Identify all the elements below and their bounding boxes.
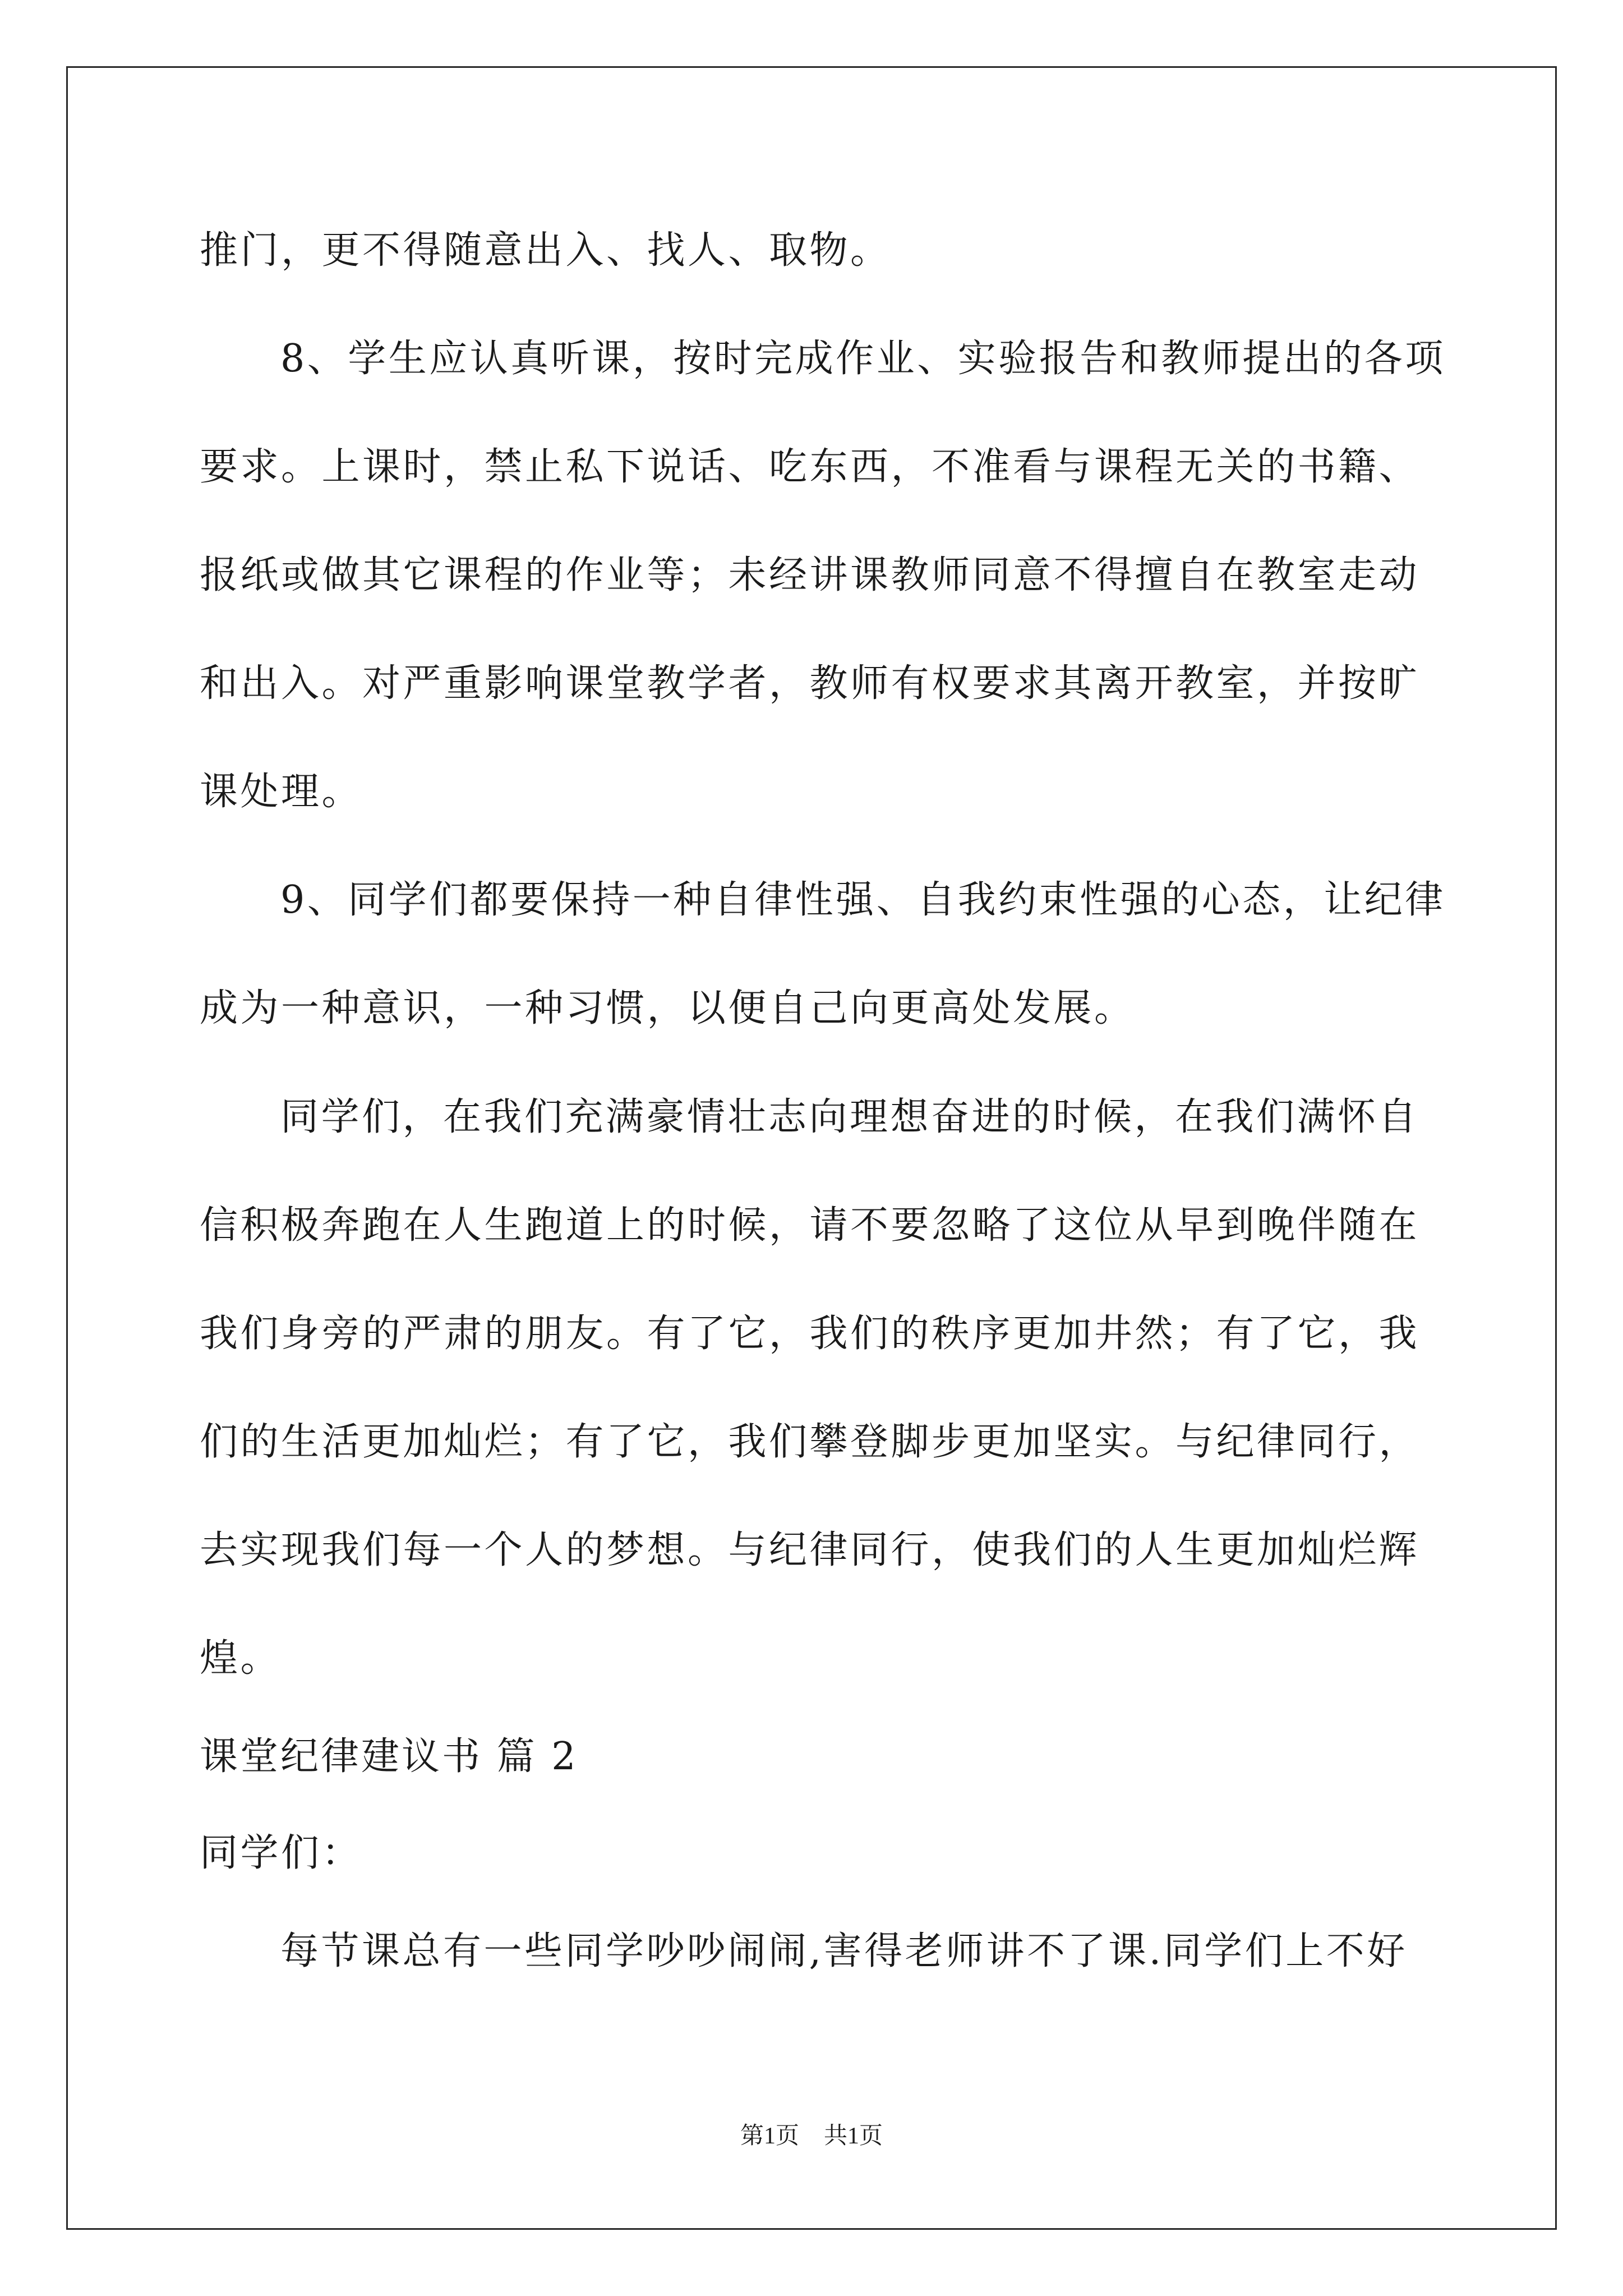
body-line: 9、同学们都要保持一种自律性强、自我约束性强的心态，让纪律 [280,878,1446,922]
body-line: 要求。上课时，禁止私下说话、吃东西，不准看与课程无关的书籍、 [200,445,1420,489]
body-line: 煌。 [200,1636,282,1681]
body-line: 去实现我们每一个人的梦想。与纪律同行，使我们的人生更加灿烂辉 [200,1528,1420,1572]
body-line: 同学们，在我们充满豪情壮志向理想奋进的时候，在我们满怀自 [280,1095,1419,1139]
body-line: 8、学生应认真听课，按时完成作业、实验报告和教师提出的各项 [280,337,1446,381]
body-line: 报纸或做其它课程的作业等；未经讲课教师同意不得擅自在教室走动 [200,553,1420,597]
body-line: 推门，更不得随意出入、找人、取物。 [200,228,891,273]
body-line: 每节课总有一些同学吵吵闹闹,害得老师讲不了课.同学们上不好 [280,1929,1408,1973]
body-line: 信积极奔跑在人生跑道上的时候，请不要忽略了这位从早到晚伴随在 [200,1203,1420,1248]
body-line: 们的生活更加灿烂；有了它，我们攀登脚步更加坚实。与纪律同行， [200,1420,1420,1464]
page-number-current: 第1页 [740,2123,799,2149]
page-number-total: 共1页 [824,2123,883,2149]
salutation: 同学们： [200,1831,363,1875]
section-heading: 课堂纪律建议书 篇 2 [200,1734,578,1779]
body-line: 成为一种意识，一种习惯，以便自己向更高处发展。 [200,986,1135,1030]
body-line: 我们身旁的严肃的朋友。有了它，我们的秩序更加井然；有了它，我 [200,1312,1420,1356]
body-line: 课处理。 [200,770,363,814]
page-border [66,66,1557,2230]
body-line: 和出入。对严重影响课堂教学者，教师有权要求其离开教室，并按旷 [200,661,1420,706]
page-footer [0,2124,1623,2148]
